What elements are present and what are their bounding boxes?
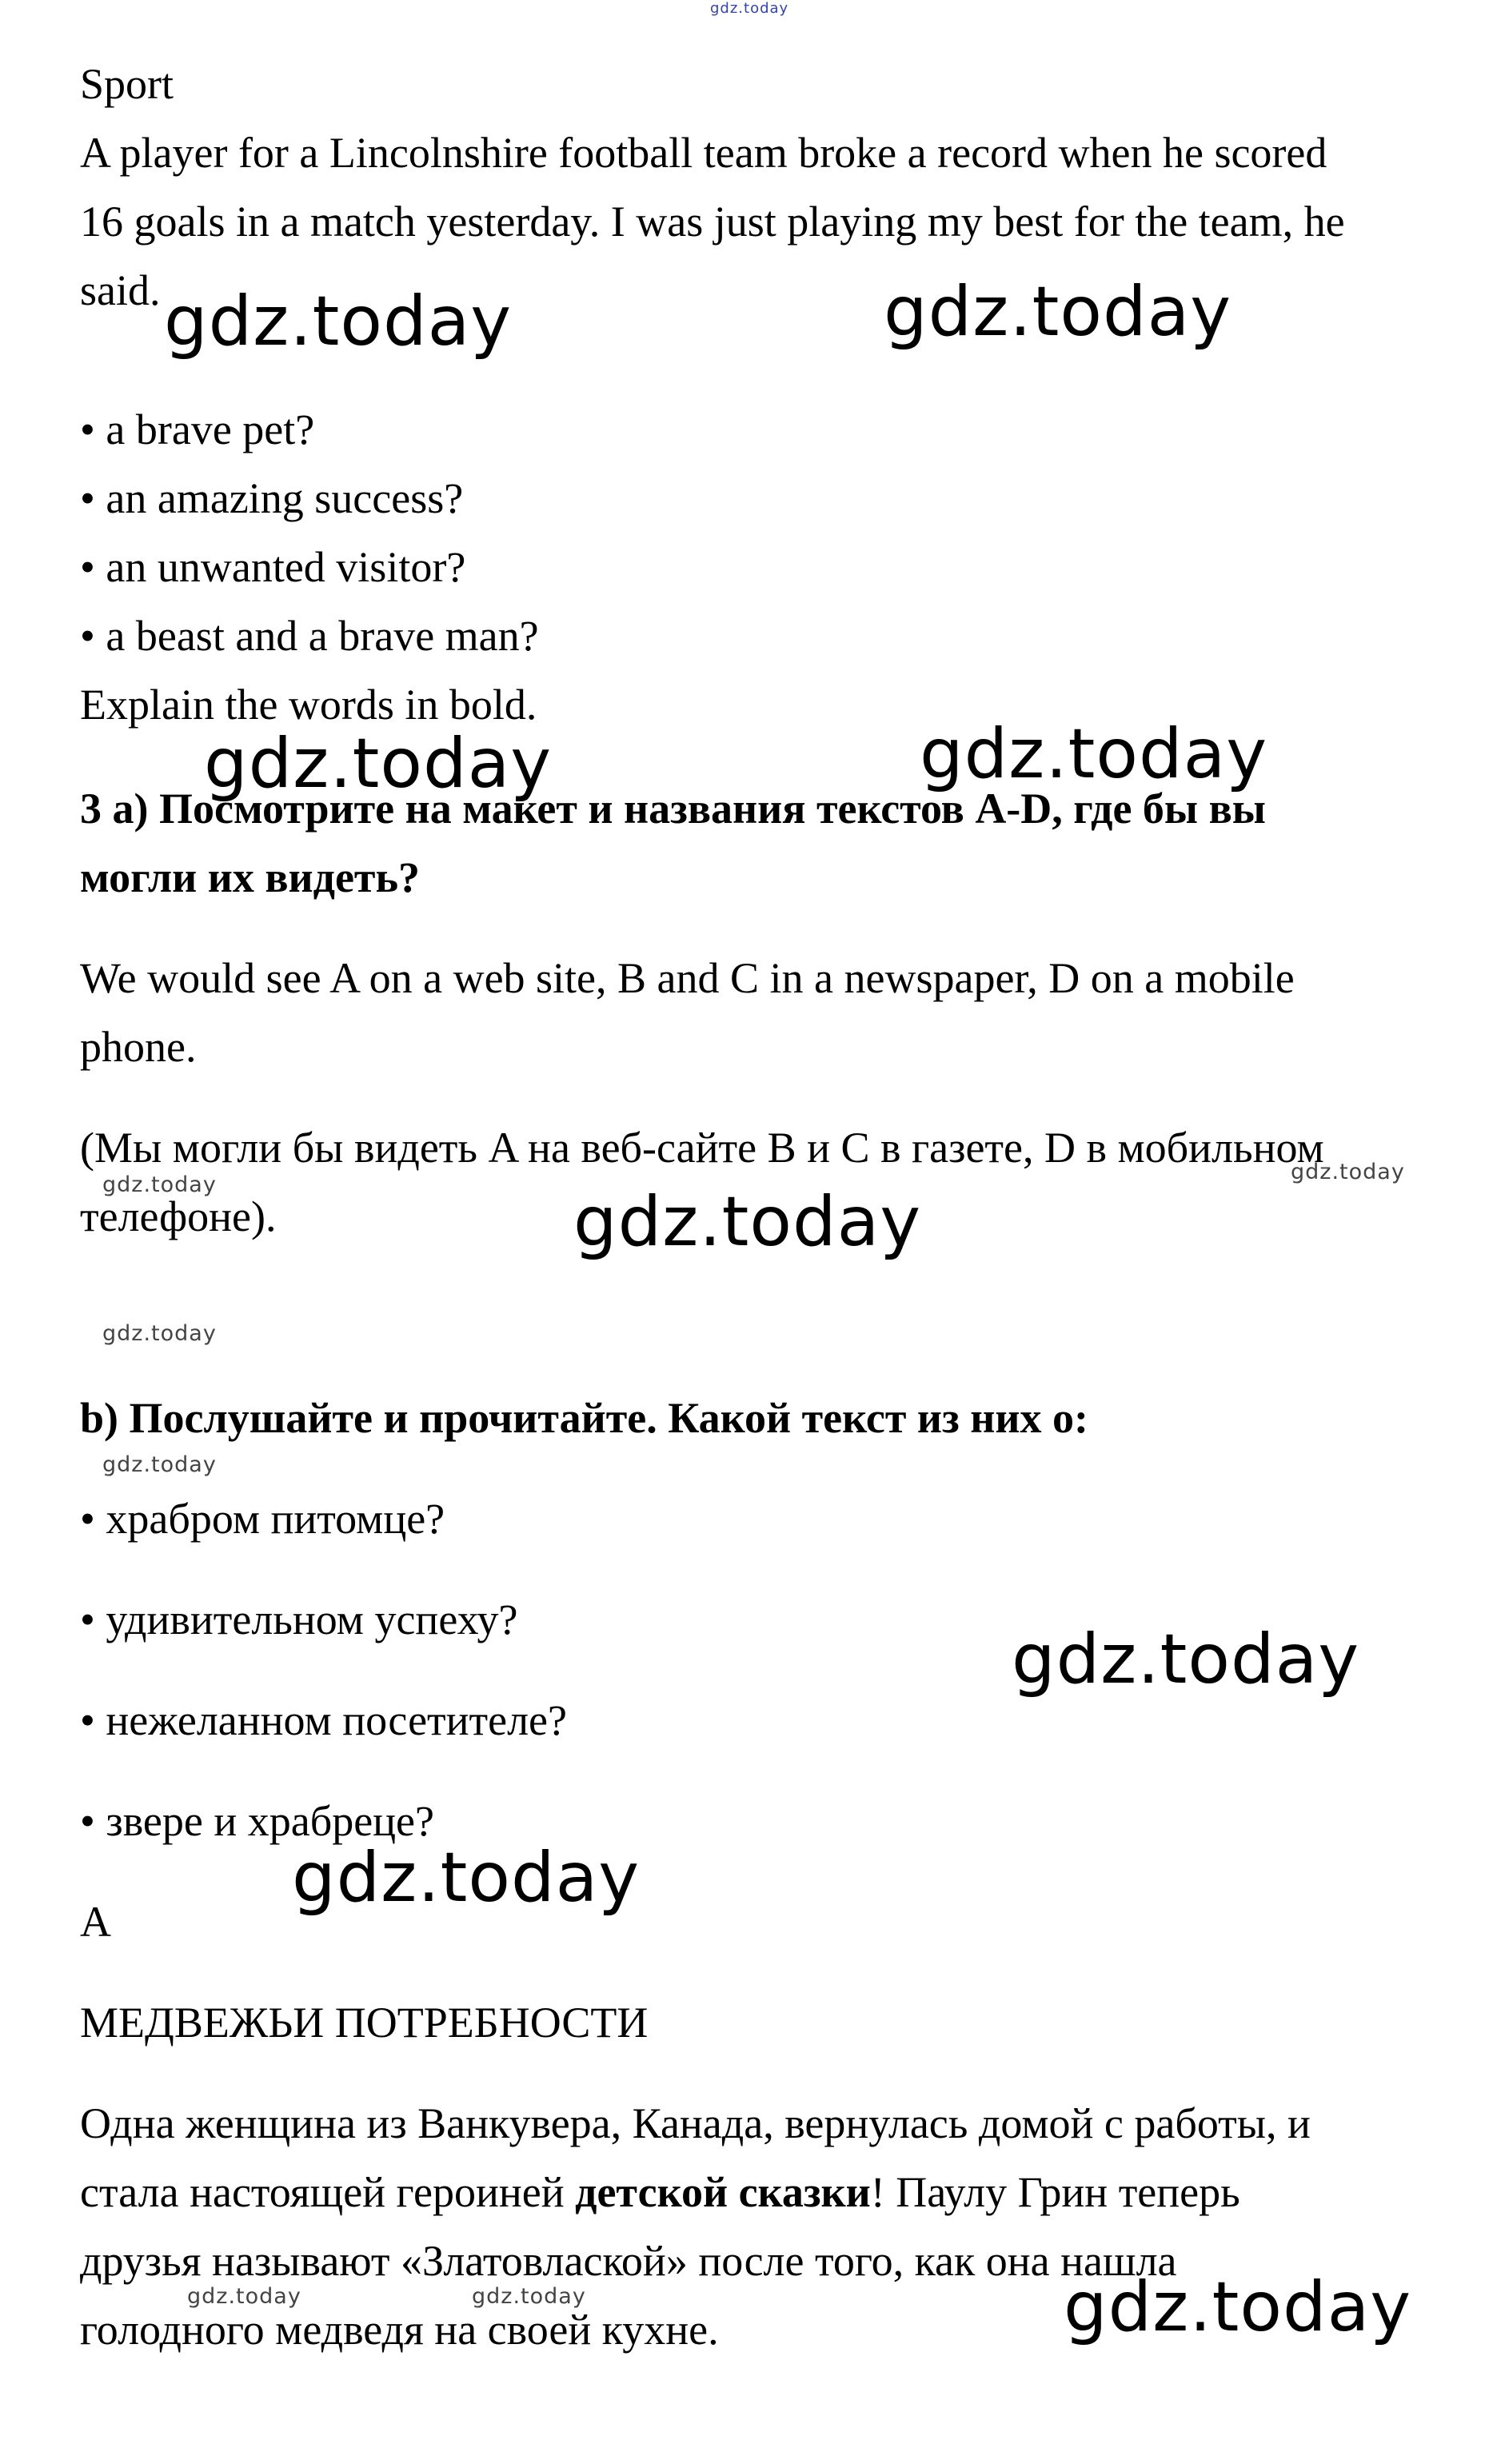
text-a-line-3: друзья называют «Златовлаской» после того, как она нашла <box>80 2237 1177 2285</box>
watermark-small: gdz.today <box>102 1321 217 1346</box>
header-watermark: gdz.today <box>710 0 789 17</box>
explain-line: Explain the words in bold. <box>80 681 537 729</box>
text-a-line-2 <box>80 2158 1240 2226</box>
watermark-small: gdz.today <box>1291 1160 1405 1184</box>
text-a-line-2-pre: стала настоящей героиней <box>80 2168 576 2216</box>
watermark-big: gdz.today <box>164 282 513 361</box>
bullet-ru-3: • нежеланном посетителе? <box>80 1696 567 1744</box>
bullet-en-2: • an amazing success? <box>80 474 464 522</box>
bullet-en-3: • an unwanted visitor? <box>80 543 466 591</box>
text-a-line-4: голодного медведя на своей кухне. <box>80 2306 719 2354</box>
task-3b-heading: b) Послушайте и прочитайте. Какой текст из них о: <box>80 1394 1088 1442</box>
answer-en-line-2: phone. <box>80 1023 197 1071</box>
sport-line-1: A player for a Lincolnshire football team broke a record when he scored <box>80 129 1327 177</box>
bullet-en-4: • a beast and a brave man? <box>80 612 539 660</box>
watermark-big: gdz.today <box>1064 2267 1412 2347</box>
answer-en-line-1: We would see A on a web site, B and C in a newspaper, D on a mobile <box>80 954 1295 1002</box>
sport-line-3: said. <box>80 266 161 314</box>
text-a-bold-phrase: детской сказки <box>575 2168 871 2216</box>
text-a-line-1: Одна женщина из Ванкувера, Канада, вернулась домой с работы, и <box>80 2099 1311 2147</box>
task-3a-line-1: 3 а) Посмотрите на макет и названия текстов A-D, где бы вы <box>80 785 1266 833</box>
watermark-small: gdz.today <box>187 2284 301 2309</box>
watermark-small: gdz.today <box>102 1172 217 1197</box>
watermark-big: gdz.today <box>884 272 1232 352</box>
watermark-big: gdz.today <box>920 714 1268 794</box>
bullet-ru-4: • звере и храбреце? <box>80 1797 434 1845</box>
watermark-big: gdz.today <box>292 1838 641 1918</box>
text-a-title: МЕДВЕЖЬИ ПОТРЕБНОСТИ <box>80 1999 649 2047</box>
text-a-label: A <box>80 1898 111 1946</box>
task-3a-line-2: могли их видеть? <box>80 853 421 901</box>
watermark-small: gdz.today <box>102 1452 217 1477</box>
watermark-small: gdz.today <box>472 2284 586 2309</box>
sport-title: Sport <box>80 60 174 108</box>
answer-ru-line-2: телефоне). <box>80 1192 277 1240</box>
bullet-en-1: • a brave pet? <box>80 405 315 453</box>
sport-line-2: 16 goals in a match yesterday. I was just playing my best for the team, he <box>80 198 1345 246</box>
answer-ru-line-1: (Мы могли бы видеть A на веб-сайте B и C в газете, D в мобильном <box>80 1124 1324 1172</box>
text-a-line-2-post: ! Паулу Грин теперь <box>870 2168 1240 2216</box>
bullet-ru-1: • храбром питомце? <box>80 1495 445 1543</box>
watermark-big: gdz.today <box>204 724 553 804</box>
bullet-ru-2: • удивительном успеху? <box>80 1595 518 1643</box>
watermark-big: gdz.today <box>1012 1619 1360 1699</box>
watermark-big: gdz.today <box>573 1182 922 1262</box>
